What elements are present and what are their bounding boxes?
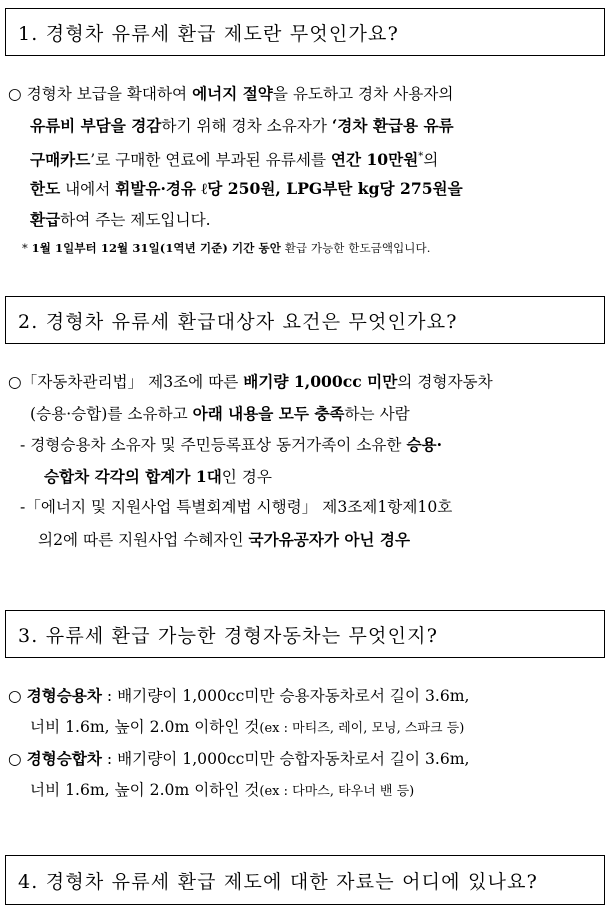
- s3-line-3: ○ 경형승합차 : 배기량이 1,000cc미만 승합자동차로서 길이 3.6m,: [8, 749, 470, 768]
- section-1-title: 1. 경형차 유류세 환급 제도란 무엇인가요?: [18, 22, 399, 45]
- section-4-header: [5, 855, 605, 905]
- section-2-title: 2. 경형차 유류세 환급대상자 요건은 무엇인가요?: [18, 310, 458, 333]
- s2-line-1: ○「자동차관리법」 제3조에 따른 배기량 1,000cc 미만의 경형자동차: [8, 372, 493, 391]
- s3-line-2: 너비 1.6m, 높이 2.0m 이하인 것(ex : 마티즈, 레이, 모닝, 스파크 등): [30, 717, 465, 736]
- s3-line-1: ○ 경형승용차 : 배기량이 1,000cc미만 승용자동차로서 길이 3.6m,: [8, 686, 470, 705]
- s1-line-5: 환급하여 주는 제도입니다.: [30, 210, 211, 229]
- section-3-body: [8, 680, 606, 806]
- section-1-header: [5, 8, 605, 56]
- section-2-header: [5, 296, 605, 344]
- s2-line-3: - 경형승용차 소유자 및 주민등록표상 동거가족이 소유한 승용·: [20, 435, 442, 454]
- section-3-header: [5, 610, 605, 658]
- s3-line-4: 너비 1.6m, 높이 2.0m 이하인 것(ex : 다마스, 타우너 밴 등): [30, 780, 415, 799]
- section-3-title: 3. 유류세 환급 가능한 경형자동차는 무엇인지?: [18, 624, 439, 647]
- s1-footnote: * 1월 1일부터 12월 31일(1역년 기준) 기간 동안 환급 가능한 한도금액입니다.: [22, 241, 431, 255]
- section-1-body: [8, 78, 606, 236]
- section-2-body: [8, 366, 606, 555]
- s2-line-2: (승용·승합)를 소유하고 아래 내용을 모두 충족하는 사람: [30, 403, 410, 423]
- s1-line-2: 유류비 부담을 경감하기 위해 경차 소유자가 ‘경차 환급용 유류: [30, 115, 454, 135]
- energy-saving-text: 에너지 절약: [192, 84, 273, 103]
- s2-line-6: 의2에 따른 지원사업 수혜자인 국가유공자가 아닌 경우: [38, 529, 411, 549]
- s1-line-1: ○ 경형차 보급을 확대하여 에너지 절약을 유도하고 경차 사용자의: [8, 84, 454, 103]
- s2-line-4: 승합차 각각의 합계가 1대인 경우: [44, 466, 272, 486]
- s2-line-5: -「에너지 및 지원사업 특별회계법 시행령」 제3조제1항제10호: [20, 498, 453, 516]
- s1-line-4: 한도 내에서 휘발유·경유 ℓ당 250원, LPG부탄 kg당 275원을: [30, 178, 463, 198]
- s1-line-3: 구매카드’로 구매한 연료에 부과된 유류세를 연간 10만원*의: [30, 150, 439, 170]
- section-4-title: 4. 경형차 유류세 환급 제도에 대한 자료는 어디에 있나요?: [18, 870, 539, 893]
